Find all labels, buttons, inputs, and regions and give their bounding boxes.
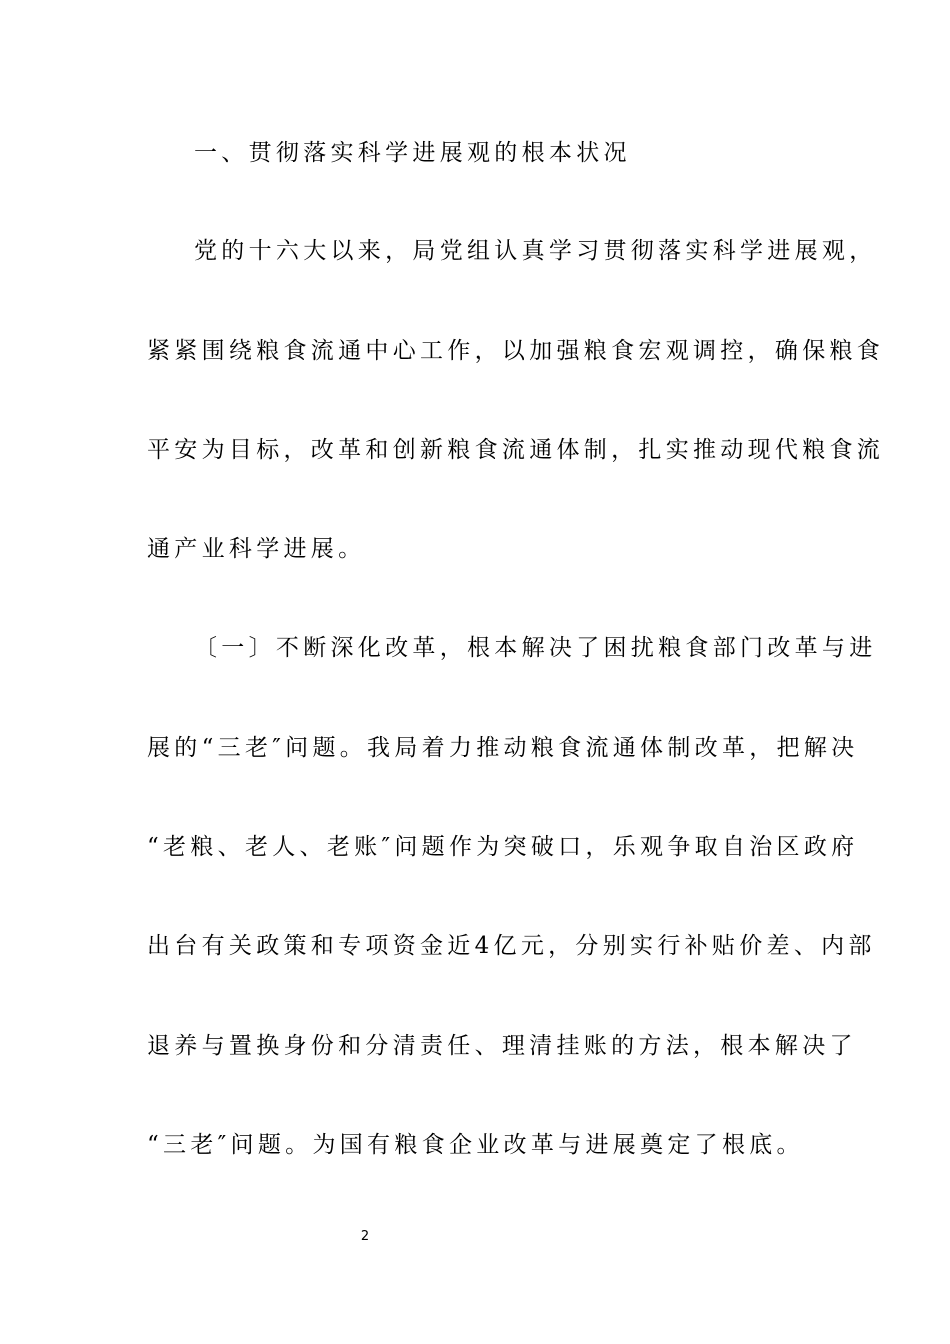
section-heading: 一、贯彻落实科学进展观的根本状况 bbox=[194, 140, 631, 166]
paragraph-1-line-4: 通产业科学进展。 bbox=[147, 536, 366, 562]
paragraph-2-line-4: 出台有关政策和专项资金近4亿元，分别实行补贴价差、内部 bbox=[147, 933, 876, 959]
paragraph-1-line-2: 紧紧围绕粮食流通中心工作，以加强粮食宏观调控，确保粮食 bbox=[147, 338, 885, 364]
paragraph-2-line-6: “三老″问题。为国有粮食企业改革与进展奠定了根底。 bbox=[147, 1132, 804, 1158]
paragraph-2-line-2: 展的“三老″问题。我局着力推动粮食流通体制改革，把解决 bbox=[147, 735, 859, 761]
paragraph-2-line-5: 退养与置换身份和分清责任、理清挂账的方法，根本解决了 bbox=[147, 1033, 857, 1059]
paragraph-2-line-1: 〔一〕不断深化改革，根本解决了困扰粮食部门改革与进 bbox=[194, 635, 877, 661]
paragraph-2-line-3: “老粮、老人、老账″问题作为突破口，乐观争取自治区政府 bbox=[147, 834, 859, 860]
paragraph-1-line-1: 党的十六大以来，局党组认真学习贯彻落实科学进展观， bbox=[194, 238, 877, 264]
paragraph-1-line-3: 平安为目标，改革和创新粮食流通体制，扎实推动现代粮食流 bbox=[147, 437, 885, 463]
page-number: 2 bbox=[360, 1229, 370, 1244]
